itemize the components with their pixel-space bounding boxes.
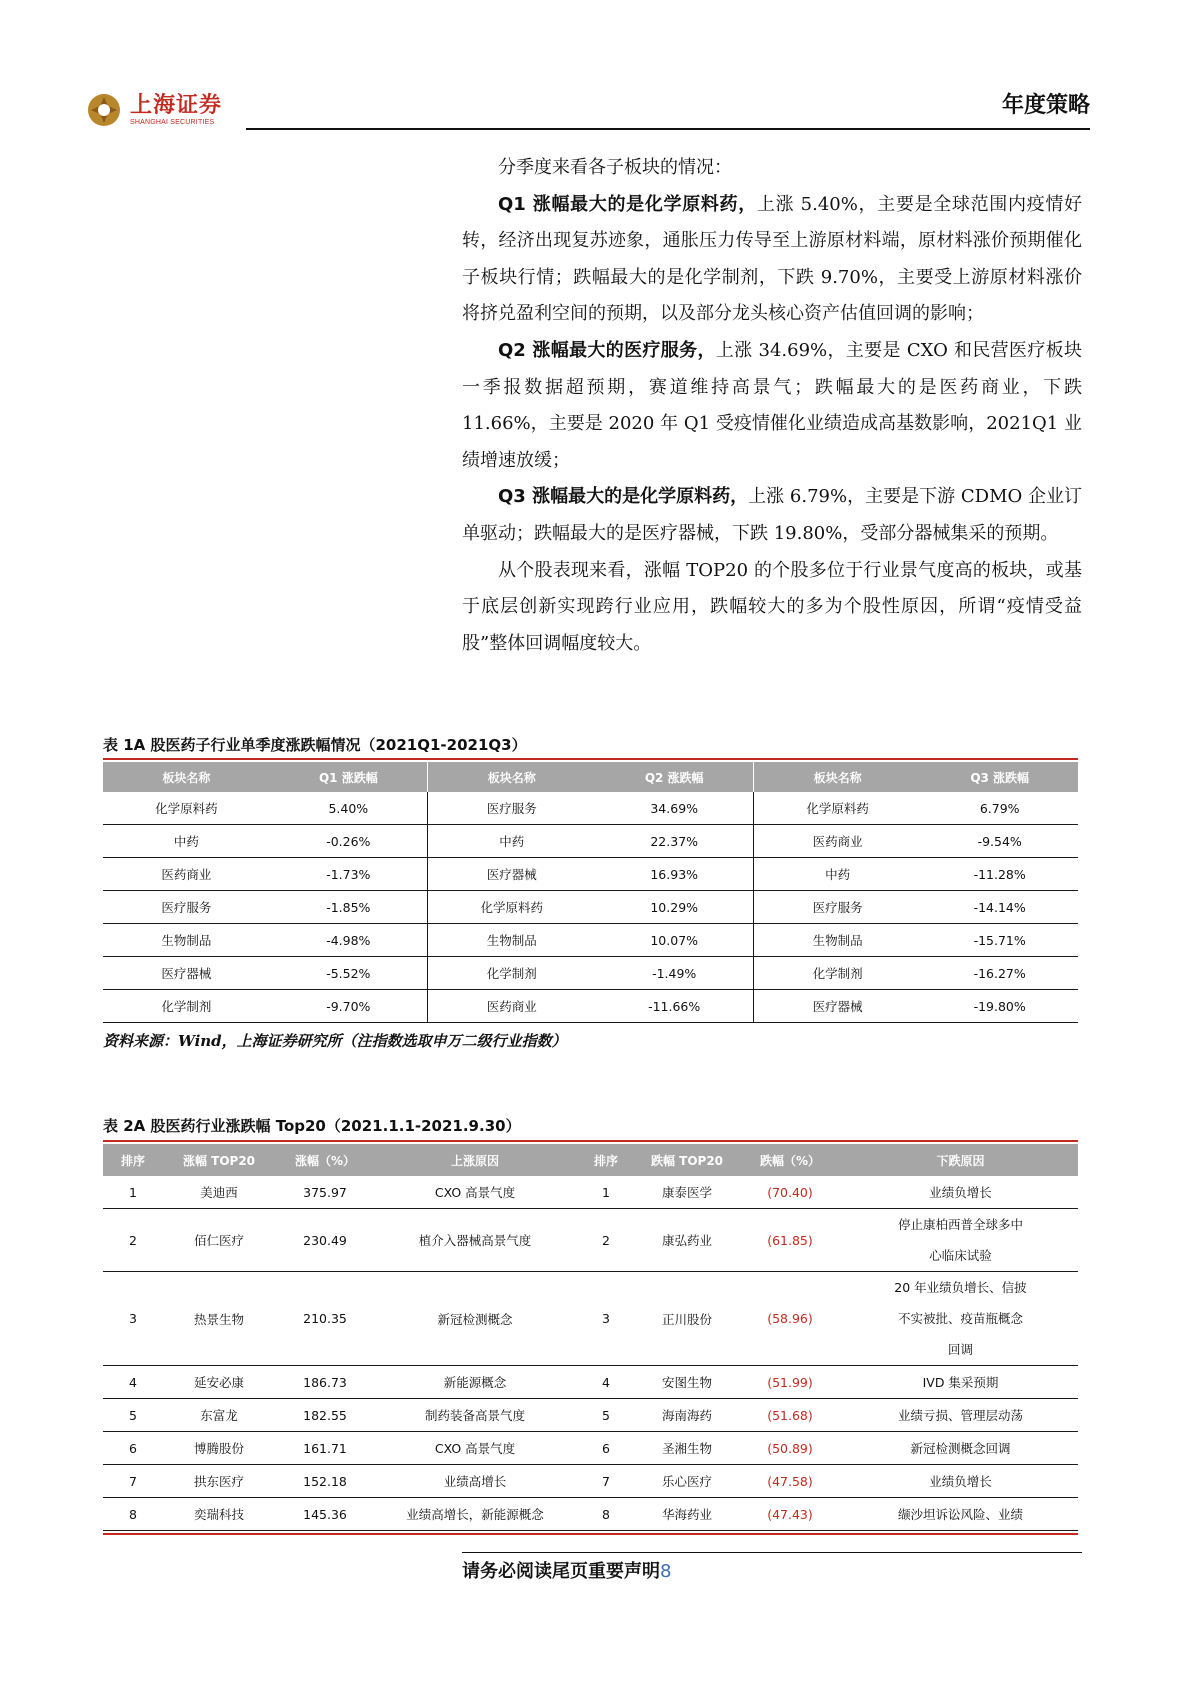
gainer-pct-cell: 230.49 [275,1209,375,1272]
gainer-pct-cell: 186.73 [275,1366,375,1399]
sector-name-cell: 医疗服务 [428,792,596,825]
sector-name-cell: 医疗器械 [103,957,270,990]
sector-name-cell: 生物制品 [103,924,270,957]
table2-bottom-rule [103,1533,1078,1535]
reason-line: 业绩负增长 [929,1473,992,1489]
q3-text: 上涨 6.79%，主要是下游 CDMO 企业订单驱动；跌幅最大的是医疗器械，下跌 19.80%，受部分器械集采的预期。 [462,486,1082,544]
page-header [86,88,1090,132]
loser-reason-cell [843,1498,1078,1531]
gainer-reason-cell: 业绩高增长 [375,1465,575,1498]
table1-header: Q3 涨跌幅 [921,762,1078,792]
loser-name-cell: 安图生物 [637,1366,737,1399]
sector-name-cell: 生物制品 [428,924,596,957]
gainer-rank-cell: 6 [103,1432,163,1465]
change-pct-cell: -1.85% [270,891,428,924]
logo-cn-text: 上海证券 [130,92,223,118]
table2-title: 表 2A 股医药行业涨跌幅 Top20（2021.1.1-2021.9.30） [103,1117,521,1135]
loser-reason-cell [843,1366,1078,1399]
table1-header: Q2 涨跌幅 [596,762,754,792]
loser-rank-cell: 4 [575,1366,637,1399]
footer-notice: 请务必阅读尾页重要声明 [462,1561,660,1582]
table1-header: 板块名称 [753,762,921,792]
table1-header: 板块名称 [428,762,596,792]
change-pct-cell: -1.49% [596,957,754,990]
change-pct-cell: -15.71% [921,924,1078,957]
table-row [103,891,1078,924]
change-pct-cell: -11.66% [596,990,754,1023]
table-row [103,1366,1078,1399]
sector-name-cell: 医疗器械 [428,858,596,891]
loser-reason-cell [843,1176,1078,1209]
header-divider [246,128,1090,130]
sector-name-cell: 中药 [103,825,270,858]
gainer-rank-cell: 3 [103,1272,163,1366]
table-row [103,1498,1078,1531]
loser-rank-cell: 8 [575,1498,637,1531]
gainer-name-cell: 佰仁医疗 [163,1209,275,1272]
sector-name-cell: 化学原料药 [428,891,596,924]
gainer-reason-cell: 制药装备高景气度 [375,1399,575,1432]
loser-rank-cell: 1 [575,1176,637,1209]
page-footer [462,1552,1082,1583]
reason-line: 缬沙坦诉讼风险、业绩 [897,1506,1023,1522]
loser-name-cell: 乐心医疗 [637,1465,737,1498]
gainer-name-cell: 拱东医疗 [163,1465,275,1498]
loser-rank-cell: 6 [575,1432,637,1465]
table2-header: 涨幅（%） [275,1144,375,1176]
gainer-name-cell: 博腾股份 [163,1432,275,1465]
gainer-rank-cell: 7 [103,1465,163,1498]
page-number: 8 [660,1561,672,1582]
loser-pct-cell: (61.85) [737,1209,843,1272]
gainer-reason-cell: 业绩高增长，新能源概念 [375,1498,575,1531]
table-row [103,1432,1078,1465]
table1-header: 板块名称 [103,762,270,792]
paragraph-stocks: 从个股表现来看，涨幅 TOP20 的个股多位于行业景气度高的板块，或基于底层创新实现跨行业应用，跌幅较大的多为个股性原因，所谓“疫情受益股”整体回调幅度较大。 [462,559,1082,654]
change-pct-cell: 5.40% [270,792,428,825]
table2-header: 排序 [575,1144,637,1176]
sector-name-cell: 化学制剂 [428,957,596,990]
change-pct-cell: -16.27% [921,957,1078,990]
gainer-name-cell: 美迪西 [163,1176,275,1209]
loser-pct-cell: (47.43) [737,1498,843,1531]
loser-rank-cell: 5 [575,1399,637,1432]
gainer-reason-cell: 新能源概念 [375,1366,575,1399]
logo-en-text: SHANGHAI SECURITIES [130,118,215,126]
loser-reason-cell [843,1432,1078,1465]
table1-header: Q1 涨跌幅 [270,762,428,792]
paragraph-q1 [462,187,1082,333]
change-pct-cell: -11.28% [921,858,1078,891]
loser-pct-cell: (70.40) [737,1176,843,1209]
q1-text: 上涨 5.40%，主要是全球范围内疫情好转，经济出现复苏迹象，通胀压力传导至上游原材料端，原材料涨价预期催化子板块行情；跌幅最大的是化学制剂，下跌 9.70%，主要受上游原材料涨价将挤兑盈利空间的预期，以及部分龙头核心资产估值回调的影响； [462,193,1083,325]
sector-name-cell: 化学制剂 [103,990,270,1023]
gainer-reason-cell: 新冠检测概念 [375,1272,575,1366]
loser-pct-cell: (51.99) [737,1366,843,1399]
table-row [103,1272,1078,1366]
gainer-rank-cell: 5 [103,1399,163,1432]
q2-lead: Q2 涨幅最大的医疗服务， [498,339,716,361]
gainer-rank-cell: 1 [103,1176,163,1209]
table1-body [103,792,1078,1023]
table1-top-rule [103,758,1078,760]
table-row [103,1209,1078,1272]
loser-pct-cell: (58.96) [737,1272,843,1366]
table2-header: 排序 [103,1144,163,1176]
gainer-name-cell: 热景生物 [163,1272,275,1366]
change-pct-cell: 6.79% [921,792,1078,825]
paragraph-q2 [462,333,1082,479]
gainer-pct-cell: 182.55 [275,1399,375,1432]
gainer-pct-cell: 145.36 [275,1498,375,1531]
table-row [103,1176,1078,1209]
table2-header: 下跌原因 [843,1144,1078,1176]
change-pct-cell: -5.52% [270,957,428,990]
paragraph-q3 [462,479,1082,552]
change-pct-cell: -9.54% [921,825,1078,858]
table2-body [103,1176,1078,1531]
loser-name-cell: 华海药业 [637,1498,737,1531]
sector-name-cell: 化学制剂 [753,957,921,990]
company-logo [86,92,222,128]
loser-pct-cell: (47.58) [737,1465,843,1498]
table-row [103,1465,1078,1498]
sector-name-cell: 生物制品 [753,924,921,957]
table-row [103,792,1078,825]
table2-top-rule [103,1140,1078,1142]
loser-name-cell: 康弘药业 [637,1209,737,1272]
sector-name-cell: 医疗器械 [753,990,921,1023]
gainer-pct-cell: 161.71 [275,1432,375,1465]
table2-header: 上涨原因 [375,1144,575,1176]
loser-rank-cell: 7 [575,1465,637,1498]
body-text [462,150,1082,662]
report-type-title: 年度策略 [1001,93,1090,118]
sector-name-cell: 医药商业 [753,825,921,858]
loser-rank-cell: 3 [575,1272,637,1366]
reason-line: 不实被批、疫苗瓶概念 [897,1311,1023,1326]
loser-name-cell: 海南海药 [637,1399,737,1432]
table2-header: 跌幅 TOP20 [637,1144,737,1176]
loser-name-cell: 康泰医学 [637,1176,737,1209]
loser-name-cell: 正川股份 [637,1272,737,1366]
table-row [103,990,1078,1023]
sector-name-cell: 医疗服务 [103,891,270,924]
loser-reason-cell [843,1209,1078,1272]
table-row [103,858,1078,891]
table-row [103,825,1078,858]
sector-name-cell: 医药商业 [103,858,270,891]
change-pct-cell: 10.29% [596,891,754,924]
sector-name-cell: 医药商业 [428,990,596,1023]
reason-line: 回调 [947,1342,973,1357]
table2-header-row [103,1144,1078,1176]
loser-pct-cell: (50.89) [737,1432,843,1465]
change-pct-cell: -9.70% [270,990,428,1023]
logo-mark-icon [86,92,122,128]
loser-rank-cell: 2 [575,1209,637,1272]
gainer-rank-cell: 4 [103,1366,163,1399]
change-pct-cell: -19.80% [921,990,1078,1023]
change-pct-cell: 10.07% [596,924,754,957]
reason-line: 心临床试验 [929,1248,992,1263]
gainer-pct-cell: 375.97 [275,1176,375,1209]
footer-notice-line [462,1557,1082,1583]
change-pct-cell: 34.69% [596,792,754,825]
gainer-rank-cell: 2 [103,1209,163,1272]
reason-line: 20 年业绩负增长、信披 [894,1280,1027,1295]
gainer-reason-cell: 植介入器械高景气度 [375,1209,575,1272]
footer-divider [462,1552,1082,1553]
change-pct-cell: 16.93% [596,858,754,891]
reason-line: 业绩负增长 [929,1184,992,1200]
change-pct-cell: -1.73% [270,858,428,891]
reason-line: IVD 集采预期 [922,1374,999,1390]
gainer-name-cell: 奕瑞科技 [163,1498,275,1531]
loser-pct-cell: (51.68) [737,1399,843,1432]
subsector-quarterly-table [103,762,1078,1023]
q1-lead: Q1 涨幅最大的是化学原料药， [498,193,757,215]
paragraph-intro: 分季度来看各子板块的情况： [498,157,732,178]
sector-name-cell: 中药 [428,825,596,858]
gainer-pct-cell: 152.18 [275,1465,375,1498]
sector-name-cell: 中药 [753,858,921,891]
table1-source: 资料来源：Wind，上海证券研究所（注指数选取申万二级行业指数） [103,1032,567,1050]
loser-reason-cell [843,1465,1078,1498]
change-pct-cell: -14.14% [921,891,1078,924]
q3-lead: Q3 涨幅最大的是化学原料药， [498,486,749,508]
loser-reason-cell [843,1399,1078,1432]
gainer-pct-cell: 210.35 [275,1272,375,1366]
reason-line: 停止康柏西普全球多中 [897,1217,1023,1232]
table1-title: 表 1A 股医药子行业单季度涨跌幅情况（2021Q1-2021Q3） [103,736,527,754]
loser-reason-cell [843,1272,1078,1366]
sector-name-cell: 化学原料药 [753,792,921,825]
table2-header: 跌幅（%） [737,1144,843,1176]
change-pct-cell: -0.26% [270,825,428,858]
change-pct-cell: 22.37% [596,825,754,858]
gainer-rank-cell: 8 [103,1498,163,1531]
sector-name-cell: 医疗服务 [753,891,921,924]
reason-line: 业绩亏损、管理层动荡 [897,1407,1023,1423]
gainer-name-cell: 东富龙 [163,1399,275,1432]
table2-header: 涨幅 TOP20 [163,1144,275,1176]
table-row [103,957,1078,990]
reason-line: 新冠检测概念回调 [910,1440,1011,1456]
gainer-name-cell: 延安必康 [163,1366,275,1399]
table-row [103,1399,1078,1432]
change-pct-cell: -4.98% [270,924,428,957]
sector-name-cell: 化学原料药 [103,792,270,825]
gainer-reason-cell: CXO 高景气度 [375,1432,575,1465]
loser-name-cell: 圣湘生物 [637,1432,737,1465]
table1-header-row [103,762,1078,792]
top20-gainers-losers-table [103,1144,1078,1531]
gainer-reason-cell: CXO 高景气度 [375,1176,575,1209]
q2-text: 上涨 34.69%，主要是 CXO 和民营医疗板块一季报数据超预期，赛道维持高景气；跌幅最大的是医药商业，下跌 11.66%，主要是 2020 年 Q1 受疫情催化业绩造成高基数影响，2021Q1 业绩增速放缓； [462,339,1083,471]
table-row [103,924,1078,957]
